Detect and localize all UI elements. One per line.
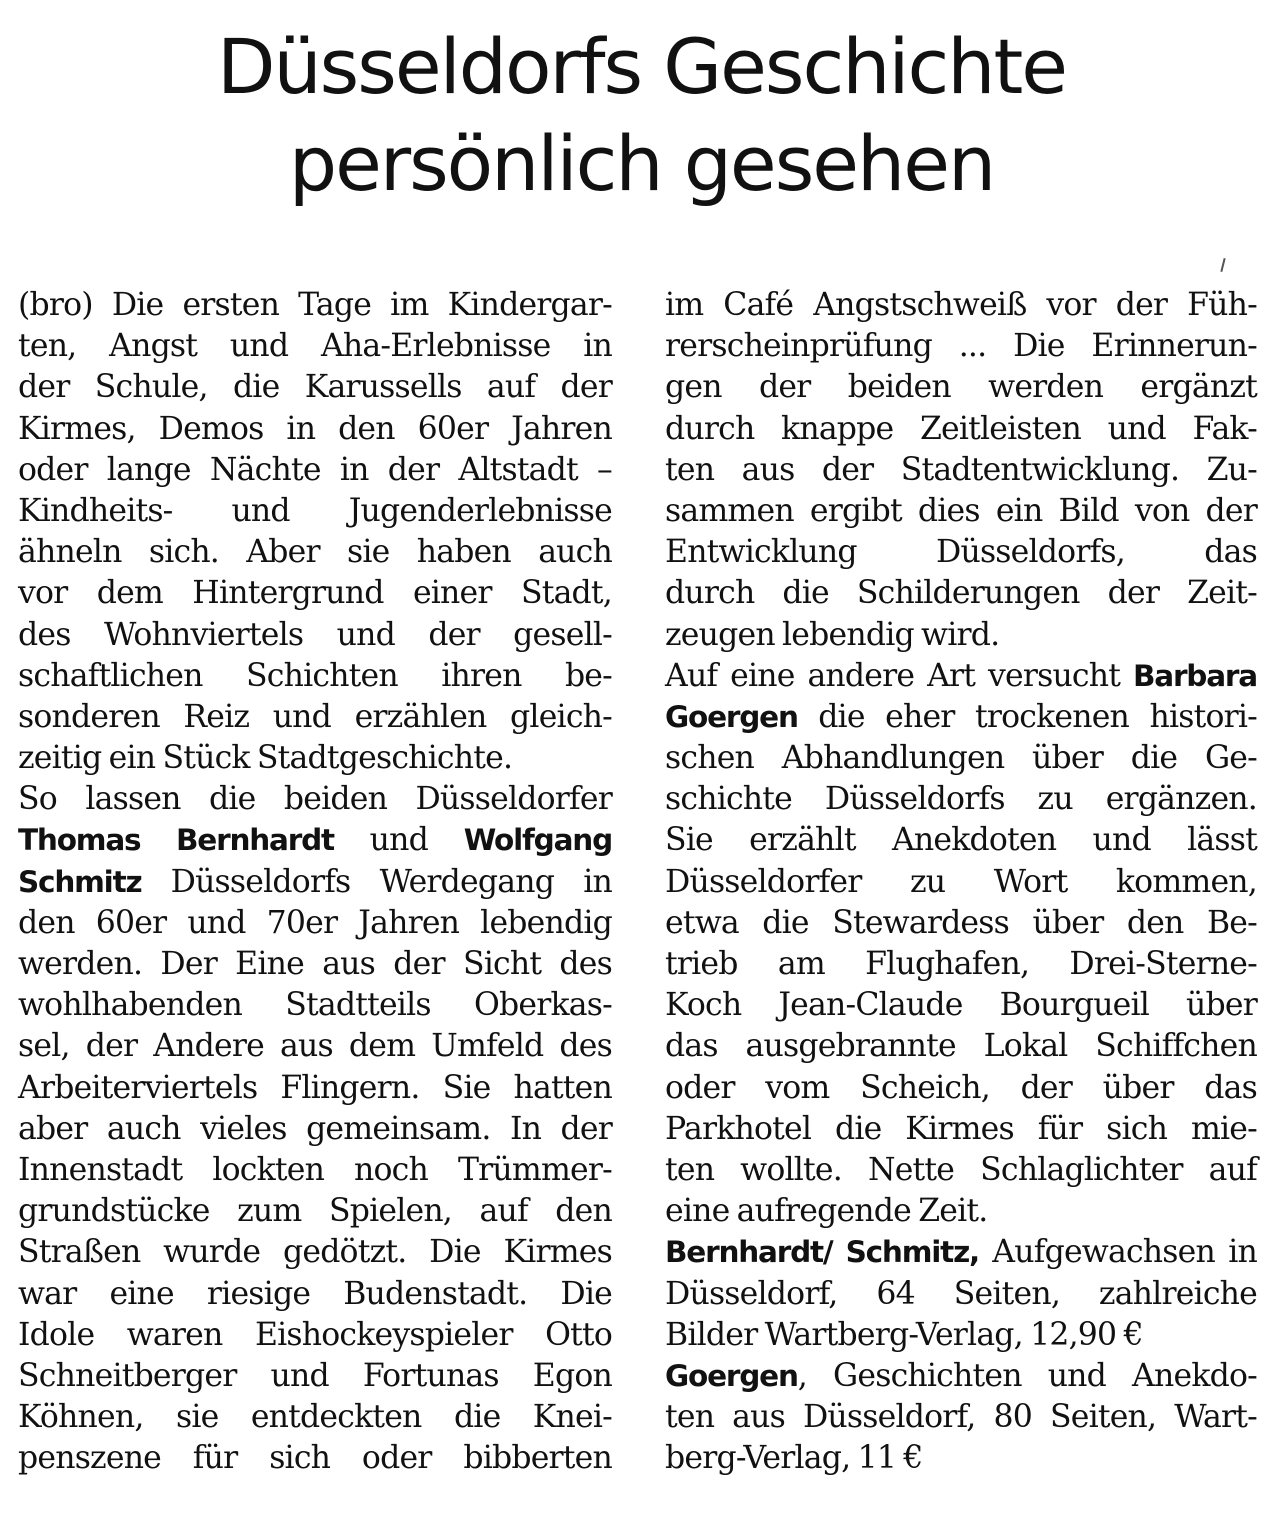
text-line: Koch Jean-Claude Bourgueil über — [665, 987, 1257, 1024]
text-line: Kirmes, Demos in den 60er Jahren — [18, 410, 612, 447]
text-line: das ausgebrannte Lokal Schiffchen — [665, 1028, 1257, 1065]
text-line: Straßen wurde gedötzt. Die Kirmes — [18, 1234, 612, 1271]
text-line: den 60er und 70er Jahren lebendig — [18, 904, 612, 941]
text-line: vor dem Hintergrund einer Stadt, — [18, 575, 612, 612]
text-line: schen Abhandlungen über die Ge- — [665, 740, 1257, 777]
text-line: trieb am Flughafen, Drei-Sterne- — [665, 946, 1257, 982]
text-line: Kindheits- und Jugenderlebnisse — [18, 492, 612, 529]
text-line: aber auch vieles gemeinsam. In der — [18, 1110, 612, 1147]
text-line-names — [18, 820, 612, 861]
text-line: der Schule, die Karussells auf der — [18, 369, 612, 406]
text-line: ten aus Düsseldorf, 80 Seiten, Wart- — [665, 1399, 1257, 1436]
text-line: werden. Der Eine aus der Sicht des — [18, 946, 612, 982]
text-line: berg-Verlag, 11 € — [665, 1440, 923, 1477]
text-line: Schneitberger und Fortunas Egon — [18, 1357, 612, 1394]
text-line: Innenstadt lockten noch Trümmer- — [18, 1151, 612, 1188]
text-line: durch die Schilderungen der Zeit- — [665, 575, 1257, 612]
text-line: So lassen die beiden Düsseldorfer — [18, 781, 612, 818]
text-line: schichte Düsseldorfs zu ergänzen. — [665, 781, 1257, 818]
text-line: penszene für sich oder bibberten — [18, 1440, 612, 1477]
text-line: Sie erzählt Anekdoten und lässt — [665, 822, 1257, 859]
paragraph-goergen — [665, 656, 1257, 1233]
book-author-goergen: Goergen — [665, 1358, 798, 1393]
text-line: Entwicklung Düsseldorfs, das — [665, 534, 1257, 571]
text-line: sammen ergibt dies ein Bild von der — [665, 492, 1257, 529]
text-line: sonderen Reiz und erzählen gleich- — [18, 698, 612, 735]
text-line: durch knappe Zeitleisten und Fak- — [665, 410, 1257, 447]
text-line: schaftlichen Schichten ihren be- — [18, 657, 612, 694]
text-line: eine aufregende Zeit. — [665, 1193, 988, 1230]
text-line: ten wollte. Nette Schlaglichter auf — [665, 1151, 1257, 1188]
text-line: rerscheinprüfung ... Die Erinnerun- — [665, 328, 1257, 365]
text-fragment: Aufgewachsen in — [979, 1234, 1257, 1271]
text-fragment: , Geschichten und Anekdo- — [797, 1357, 1257, 1394]
paragraph-intro — [18, 285, 612, 779]
text-line: Idole waren Eishockeyspieler Otto — [18, 1316, 612, 1353]
text-line: ähneln sich. Aber sie haben auch — [18, 534, 612, 571]
text-line: war eine riesige Budenstadt. Die — [18, 1275, 612, 1312]
text-line: Köhnen, sie entdeckten die Knei- — [18, 1399, 612, 1436]
text-line: zeugen lebendig wird. — [665, 616, 1000, 653]
text-line: ten aus der Stadtentwicklung. Zu- — [665, 451, 1257, 488]
author-name-barbara: Barbara — [1132, 658, 1257, 693]
text-line: des Wohnviertels und der gesell- — [18, 616, 612, 653]
text-line: Bilder Wartberg-Verlag, 12,90 € — [665, 1316, 1143, 1353]
text-line: ten, Angst und Aha-Erlebnisse in — [18, 328, 612, 365]
headline — [0, 18, 1283, 212]
scan-mark — [1220, 258, 1225, 272]
author-name-bernhardt: Thomas Bernhardt — [18, 823, 334, 858]
text-line: gen der beiden werden ergänzt — [665, 369, 1257, 406]
paragraph-continued — [665, 285, 1257, 656]
text-line-names — [665, 1356, 1257, 1397]
text-line: wohlhabenden Stadtteils Oberkas- — [18, 987, 612, 1024]
text-und: und — [333, 822, 464, 859]
text-line: Arbeiterviertels Flingern. Sie hatten — [18, 1069, 612, 1106]
column-right — [665, 285, 1257, 1479]
author-name-wolfgang: Wolfgang — [463, 823, 612, 858]
text-line-names — [665, 656, 1257, 697]
headline-line-1: Düsseldorfs Geschichte — [216, 22, 1067, 111]
headline-line-2: persönlich gesehen — [288, 119, 995, 208]
paragraph-bernhardt-schmitz — [18, 779, 612, 1479]
text-fragment: Auf eine andere Art versucht — [665, 657, 1133, 694]
text-fragment: Düsseldorfs Werdegang in — [141, 863, 612, 900]
text-fragment: die eher trockenen histori- — [797, 698, 1257, 735]
book-info-bernhardt-schmitz — [665, 1232, 1257, 1356]
text-line: Parkhotel die Kirmes für sich mie- — [665, 1110, 1257, 1147]
book-info-goergen — [665, 1356, 1257, 1480]
text-line: Düsseldorfer zu Wort kommen, — [665, 863, 1257, 900]
text-line-names — [18, 862, 612, 903]
author-name-schmitz: Schmitz — [18, 864, 142, 899]
text-line-names — [665, 697, 1257, 738]
text-line: im Café Angstschweiß vor der Füh- — [665, 287, 1257, 323]
text-line: oder vom Scheich, der über das — [665, 1069, 1257, 1106]
text-line: sel, der Andere aus dem Umfeld des — [18, 1028, 612, 1065]
text-line: (bro) Die ersten Tage im Kindergar- — [18, 287, 612, 323]
text-line: etwa die Stewardess über den Be- — [665, 904, 1257, 941]
text-line: zeitig ein Stück Stadtgeschichte. — [18, 740, 513, 777]
text-line: Düsseldorf, 64 Seiten, zahlreiche — [665, 1275, 1257, 1312]
text-line-names — [665, 1232, 1257, 1273]
text-line: oder lange Nächte in der Altstadt – — [18, 451, 612, 488]
text-line: grundstücke zum Spielen, auf den — [18, 1193, 612, 1230]
book-authors-bernhardt-schmitz: Bernhardt/ Schmitz, — [665, 1235, 980, 1270]
author-name-goergen: Goergen — [665, 699, 798, 734]
column-left — [18, 285, 612, 1479]
